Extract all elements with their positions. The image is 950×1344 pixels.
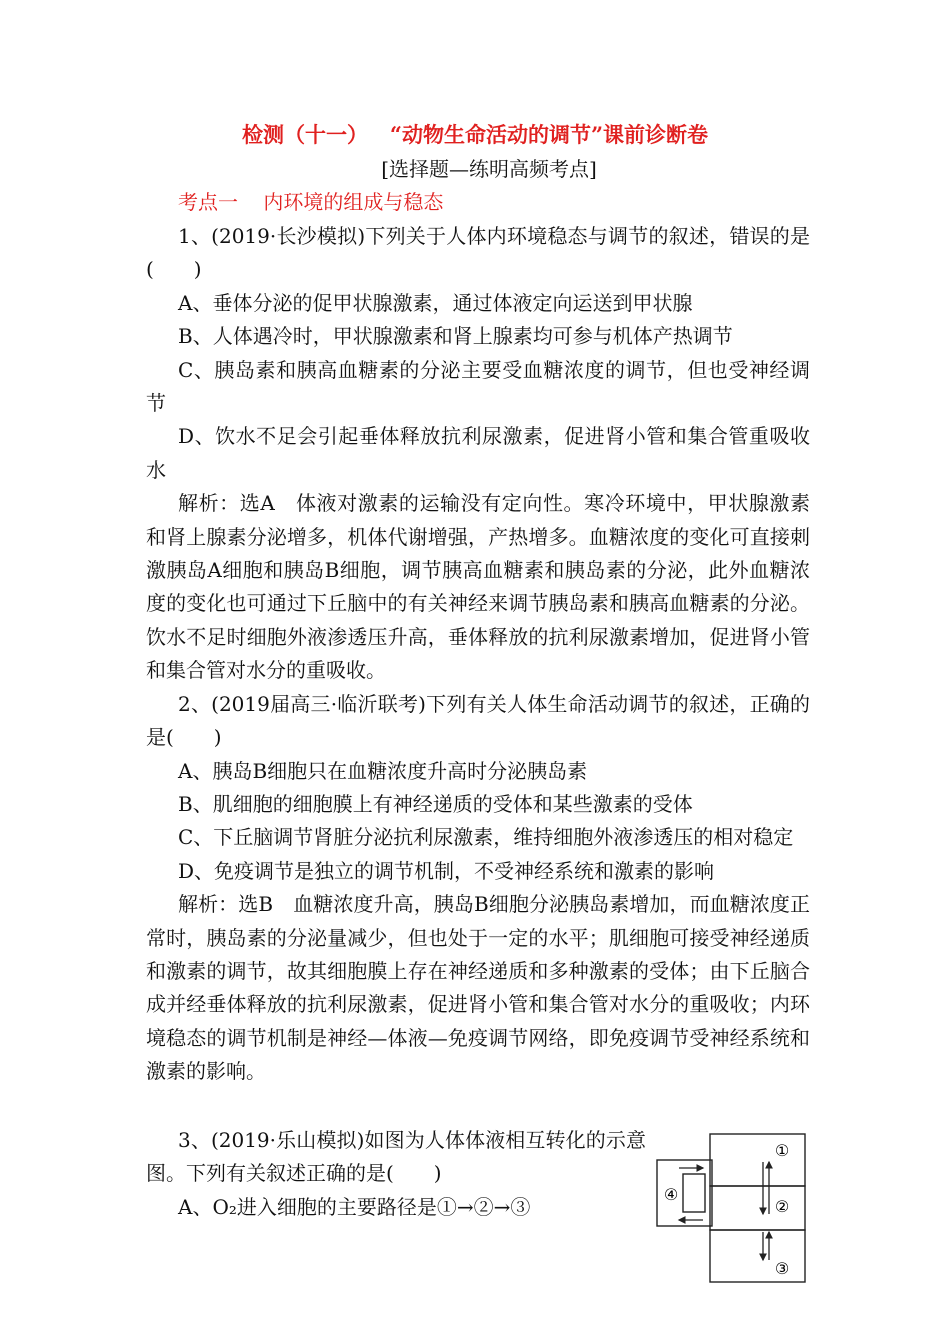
diagram-label-2: ② [774, 1197, 790, 1216]
question-2-option-a: A、胰岛B细胞只在血糖浓度升高时分泌胰岛素 [178, 758, 588, 783]
page-subtitle: [选择题—练明高频考点] [381, 157, 597, 181]
question-2-analysis: 解析：选B 血糖浓度升高，胰岛B细胞分泌胰岛素增加，而血糖浓度正常时，胰岛素的分泌量减少，但也处于一定的水平；肌细胞可接受神经递质和激素的调节，故其细胞膜上存在神经递质和多种激素的受体；由下丘脑合成并经垂体释放的抗利尿激素，促进肾小管和集合管对水分的重吸收；内环境稳态的调节机制是神经—体液—免疫调节网络，即免疫调节受神经系统和激素的影响。 [146, 892, 810, 1084]
page-title: 检测（十一） “动物生命活动的调节”课前诊断卷 [241, 122, 709, 147]
diagram-arrows [679, 1162, 769, 1260]
question-1-analysis: 解析：选A 体液对激素的运输没有定向性。寒冷环境中，甲状腺激素和肾上腺素分泌增多，机体代谢增强，产热增多。血糖浓度的变化可直接刺激胰岛A细胞和胰岛B细胞，调节胰高血糖素和胰岛素的分泌，此外血糖浓度的变化也可通过下丘脑中的有关神经来调节胰岛素和胰高血糖素的分泌。饮水不足时细胞外液渗透压升高，垂体释放的抗利尿激素增加，促进肾小管和集合管对水分的重吸收。 [146, 491, 810, 683]
question-1-option-d: D、饮水不足会引起垂体释放抗利尿激素，促进肾小管和集合管重吸收水 [146, 424, 810, 482]
question-2-option-d: D、免疫调节是独立的调节机制，不受神经系统和激素的影响 [178, 858, 715, 883]
diagram-label-1: ① [774, 1141, 790, 1160]
question-1-option-a: A、垂体分泌的促甲状腺激素，通过体液定向运送到甲状腺 [178, 290, 693, 315]
question-1-stem: 1、(2019·长沙模拟)下列关于人体内环境稳态与调节的叙述，错误的是( ) [146, 224, 810, 282]
question-1-option-c: C、胰岛素和胰高血糖素的分泌主要受血糖浓度的调节，但也受神经调节 [146, 357, 810, 416]
question-2-stem: 2、(2019届高三·临沂联考)下列有关人体生命活动调节的叙述，正确的是( ) [146, 691, 810, 750]
question-2-option-c: C、下丘脑调节肾脏分泌抗利尿激素，维持细胞外液渗透压的相对稳定 [178, 825, 794, 850]
body-fluid-diagram [655, 1132, 807, 1284]
section-heading: 考点一 内环境的组成与稳态 [178, 190, 444, 214]
diagram-label-4: ④ [663, 1185, 679, 1204]
question-3-stem: 3、(2019·乐山模拟)如图为人体体液相互转化的示意图。下列有关叙述正确的是( ) [146, 1128, 646, 1186]
question-body [146, 220, 810, 1089]
question-1-option-b: B、人体遇冷时，甲状腺激素和肾上腺素均可参与机体产热调节 [178, 324, 733, 349]
question-3 [146, 1124, 646, 1224]
question-3-option-a: A、O₂进入细胞的主要路径是①→②→③ [178, 1194, 531, 1219]
question-2-option-b: B、肌细胞的细胞膜上有神经递质的受体和某些激素的受体 [178, 791, 693, 816]
diagram-label-3: ③ [774, 1259, 790, 1278]
